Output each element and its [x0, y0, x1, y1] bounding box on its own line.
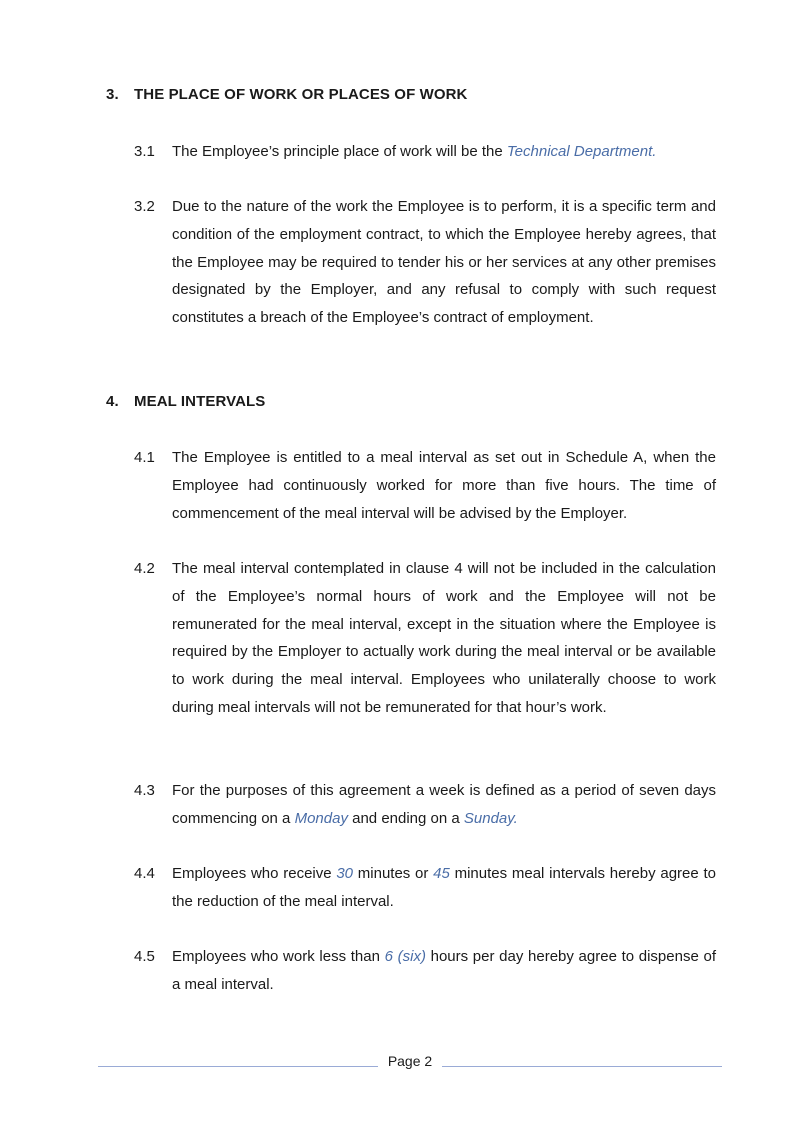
- section-title: THE PLACE OF WORK OR PLACES OF WORK: [134, 86, 468, 103]
- footer-rule-left: [98, 1066, 378, 1067]
- clause-text: Due to the nature of the work the Employee is to perform, it is a specific term and condition of the employment contract, to which the Employee hereby agrees, that the Employee may be required to tender his or her services at any other premises designated by the Employer, and any refusal to comply with such request constitutes a breach of the Employee’s contract of employment.: [172, 198, 716, 327]
- clause-text-part: Employees who receive: [172, 865, 337, 882]
- clause-number: 4.3: [134, 782, 155, 799]
- page-number: Page 2: [387, 1053, 433, 1069]
- clause-4-1: [134, 444, 716, 527]
- clause-text-part: minutes or: [353, 865, 434, 882]
- clause-highlight: 6 (six): [384, 948, 426, 965]
- clause-text: [172, 138, 716, 166]
- clause-highlight: Sunday: [463, 809, 514, 827]
- clause-4-5: [134, 943, 716, 999]
- clause-text-part: and ending on a: [347, 809, 464, 827]
- clause-number: 3.1: [134, 143, 155, 160]
- clause-text-part: The Employee’s principle place of work will be the: [172, 143, 507, 160]
- section-number: 3.: [106, 86, 119, 103]
- clause-text: [172, 777, 716, 833]
- clause-text-part: .: [513, 809, 518, 827]
- clause-text: The meal interval contemplated in clause 4 will not be included in the calculation of the Employee’s normal hours of work and the Employee will not be remunerated for the meal interval, except in the situation where the Employee is required by the Employer to actually work during the meal interval or be available to work during the meal interval. Employees who unilaterally choose to work during meal intervals will not be remunerated for that hour’s work.: [172, 560, 716, 716]
- clause-4-4: [134, 860, 716, 916]
- clause-number: 4.1: [134, 449, 155, 466]
- clause-3-1: [134, 138, 716, 166]
- section-heading-4: [106, 393, 265, 410]
- clause-number: 4.2: [134, 560, 155, 577]
- clause-highlight: 45: [433, 865, 450, 882]
- clause-text-part: Employees who work less than: [172, 948, 385, 965]
- clause-number: 4.5: [134, 948, 155, 965]
- clause-text: [172, 943, 716, 999]
- clause-number: 3.2: [134, 198, 155, 215]
- footer-rule-right: [442, 1066, 722, 1067]
- section-number: 4.: [106, 393, 119, 410]
- clause-text-part: hours per day hereby agree to dispense of a meal interval.: [172, 948, 716, 993]
- clause-text: The Employee is entitled to a meal interval as set out in Schedule A, when the Employee had continuously worked for more than five hours. The time of commencement of the meal interval will be advised by the Employer.: [172, 449, 716, 522]
- clause-4-3: [134, 777, 716, 833]
- page-footer: [98, 1052, 722, 1074]
- clause-highlight: Monday: [294, 809, 348, 827]
- clause-text-part: minutes meal intervals hereby agree to the reduction of the meal interval.: [172, 865, 716, 910]
- clause-text: [172, 860, 716, 916]
- section-title: MEAL INTERVALS: [134, 393, 266, 410]
- section-heading-3: [106, 86, 468, 103]
- clause-highlight: 30: [336, 865, 354, 882]
- clause-4-2: [134, 555, 716, 722]
- clause-3-2: [134, 193, 716, 332]
- clause-number: 4.4: [134, 865, 155, 882]
- clause-text-part: For the purposes of this agreement a week is defined as a period of seven days commencing on a: [172, 782, 716, 827]
- clause-highlight: Technical Department.: [506, 143, 657, 160]
